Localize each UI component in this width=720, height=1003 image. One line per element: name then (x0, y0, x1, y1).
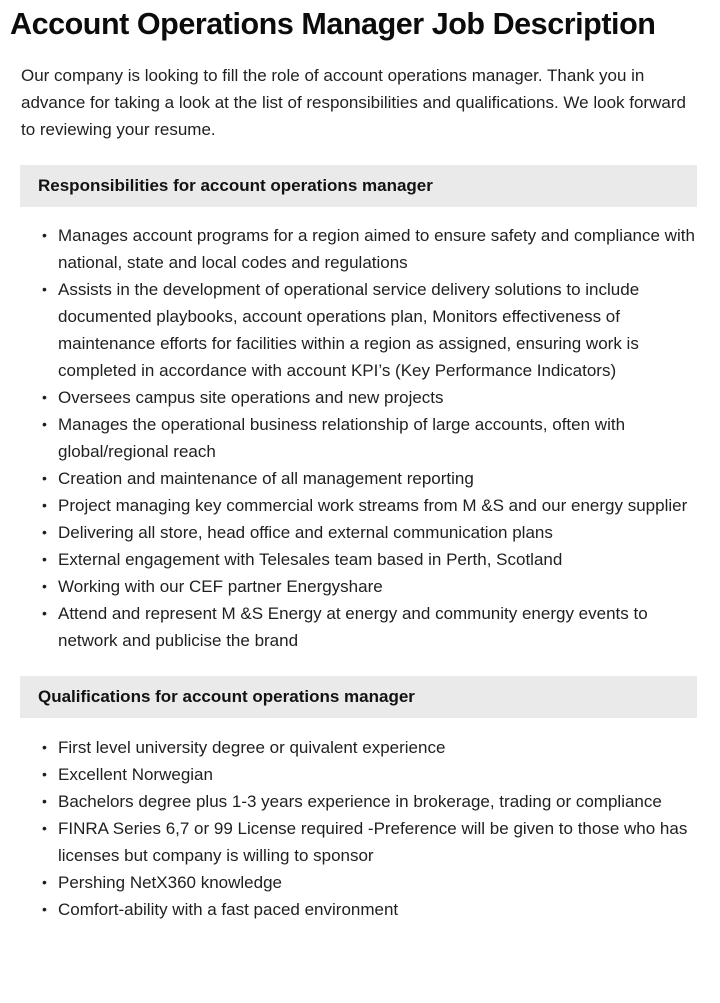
responsibilities-header-label: Responsibilities for account operations manager (38, 176, 433, 195)
list-item: • Bachelors degree plus 1-3 years experience in brokerage, trading or compliance (58, 788, 696, 815)
intro-paragraph: Our company is looking to fill the role of account operations manager. Thank you in advance for taking a look at the list of responsibilities and qualifications. We look forward to reviewing your resume. (21, 66, 686, 139)
page-title: Account Operations Manager Job Description (10, 7, 656, 41)
list-item: • Creation and maintenance of all management reporting (58, 465, 696, 492)
qualifications-list (0, 718, 720, 923)
list-item: • FINRA Series 6,7 or 99 License required -Preference will be given to those who has licenses but company is willing to sponsor (58, 815, 696, 869)
list-item: • Project managing key commercial work streams from M &S and our energy supplier (58, 492, 696, 519)
list-item: • Excellent Norwegian (58, 761, 696, 788)
qualifications-section (0, 676, 720, 923)
list-item: • First level university degree or quivalent experience (58, 734, 696, 761)
qualifications-section-header (20, 676, 697, 718)
responsibilities-section (0, 165, 720, 654)
list-item: • Oversees campus site operations and new projects (58, 384, 696, 411)
list-item: • Pershing NetX360 knowledge (58, 869, 696, 896)
list-item: • Comfort-ability with a fast paced environment (58, 896, 696, 923)
list-item: • External engagement with Telesales team based in Perth, Scotland (58, 546, 696, 573)
list-item: • Delivering all store, head office and external communication plans (58, 519, 696, 546)
responsibilities-section-header (20, 165, 697, 207)
list-item: • Working with our CEF partner Energyshare (58, 573, 696, 600)
list-item: • Manages the operational business relationship of large accounts, often with global/regional reach (58, 411, 696, 465)
list-item: • Attend and represent M &S Energy at energy and community energy events to network and publicise the brand (58, 600, 696, 654)
list-item: • Assists in the development of operational service delivery solutions to include documented playbooks, account operations plan, Monitors effectiveness of maintenance efforts for facilities within a region as assigned, ensuring work is completed in accordance with account KPI’s (Key Performance Indicators) (58, 276, 696, 384)
responsibilities-list (0, 207, 720, 654)
qualifications-header-label: Qualifications for account operations manager (38, 687, 415, 706)
list-item: • Manages account programs for a region aimed to ensure safety and compliance with national, state and local codes and regulations (58, 222, 696, 276)
